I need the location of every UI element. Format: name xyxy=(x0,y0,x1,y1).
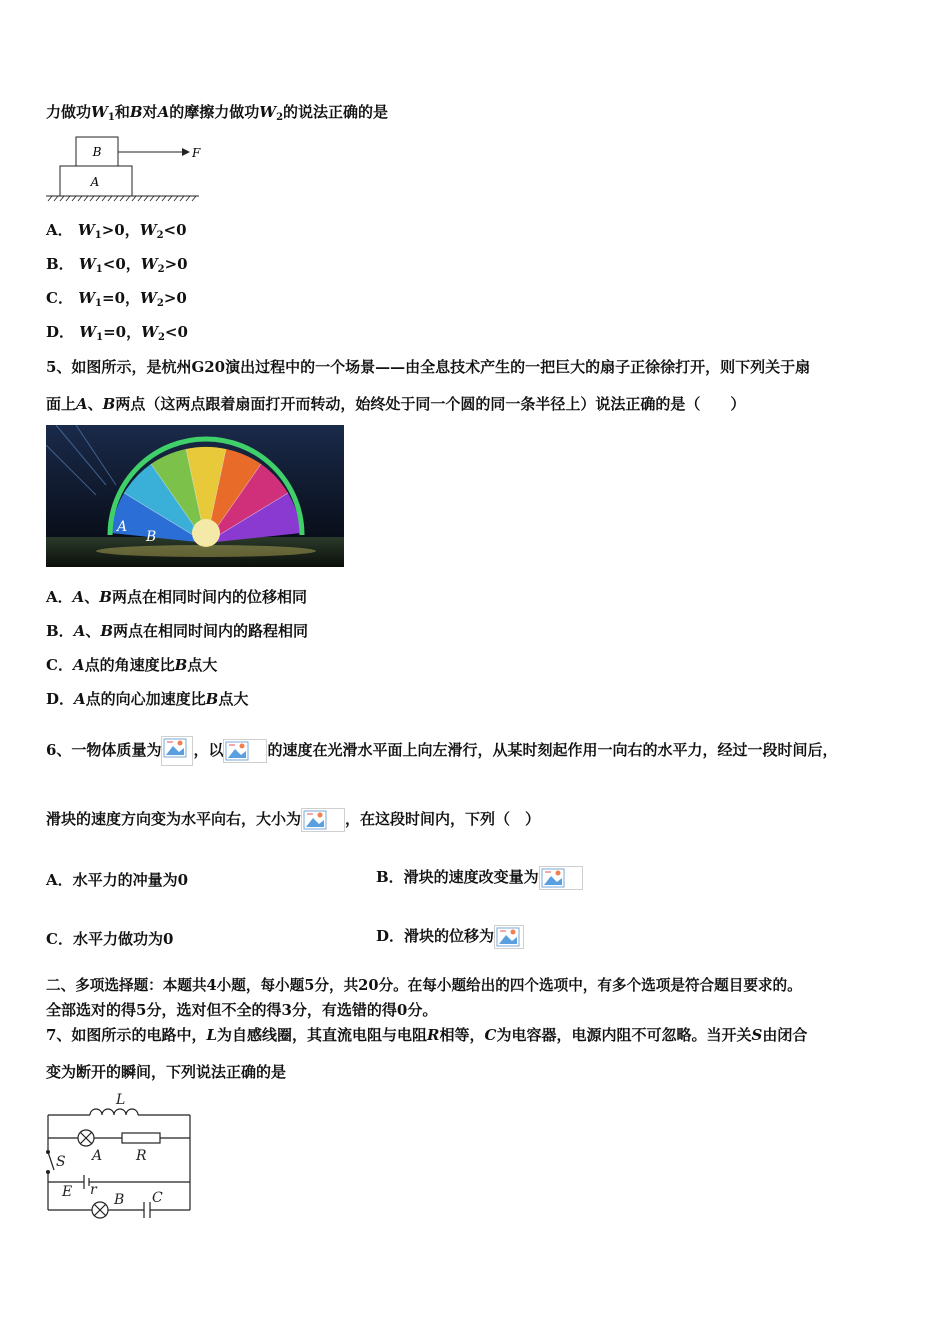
broken-image-icon xyxy=(223,739,267,763)
q4-option-d[interactable]: D． $W_1=0$，$W_2<0$ xyxy=(46,323,188,343)
q5-stem-line2: 面上A、B两点（这两点跟着扇面打开而转动，始终处于同一个圆的同一条半径上）说法正确的是（ ） xyxy=(46,395,746,413)
q6-option-d[interactable]: D．滑块的位移为 xyxy=(376,925,524,949)
q5-option-b[interactable]: B．A、B两点在相同时间内的路程相同 xyxy=(46,622,309,640)
q6-option-a[interactable]: A．水平力的冲量为0 xyxy=(46,871,189,889)
broken-image-icon xyxy=(539,866,583,890)
q4-option-a[interactable]: A． $W_1>0$，$W_2<0$ xyxy=(46,221,187,241)
label-E: E xyxy=(62,1184,73,1200)
label-C: C xyxy=(152,1190,163,1206)
q5-stem-line1: 5、如图所示，是杭州G20演出过程中的一个场景——由全息技术产生的一把巨大的扇子正徐徐打开，则下列关于扇 xyxy=(46,358,811,376)
label-S: S xyxy=(56,1154,66,1170)
label-L: L xyxy=(116,1092,126,1108)
broken-image-icon xyxy=(301,808,345,832)
q4-option-c[interactable]: C． $W_1=0$，$W_2>0$ xyxy=(46,289,187,309)
section2-scoring: 全部选对的得5分，选对但不全的得3分，有选错的得0分。 xyxy=(46,1001,438,1019)
section2-heading: 二、多项选择题：本题共4小题，每小题5分，共20分。在每小题给出的四个选项中，有多个选项是符合题目要求的。 xyxy=(46,977,802,994)
broken-image-icon xyxy=(494,925,524,949)
q6-stem-line2: 滑块的速度方向变为水平向右，大小为 ，在这段时间内，下列（ ） xyxy=(46,808,540,832)
q7-circuit-diagram xyxy=(44,1090,204,1220)
label-B: B xyxy=(114,1192,125,1208)
q5-fan-photo xyxy=(46,425,344,567)
label-A: A xyxy=(92,1148,103,1164)
q6-option-b[interactable]: B．滑块的速度改变量为 xyxy=(376,866,583,890)
q7-stem-line2: 变为断开的瞬间，下列说法正确的是 xyxy=(46,1063,287,1081)
q4-option-b[interactable]: B． $W_1<0$，$W_2>0$ xyxy=(46,255,188,275)
q5-option-d[interactable]: D．A点的向心加速度比B点大 xyxy=(46,690,249,708)
photo-point-b: B xyxy=(146,529,157,545)
q6-stem-line1: 6、一物体质量为 ，以 的速度在光滑水平面上向左滑行，从某时刻起作用一向右的水平力，经过一段时间后， xyxy=(46,736,837,766)
label-R: R xyxy=(136,1148,147,1164)
label-r: r xyxy=(90,1182,97,1198)
q5-option-c[interactable]: C．A点的角速度比B点大 xyxy=(46,656,218,674)
q5-option-a[interactable]: A．A、B两点在相同时间内的位移相同 xyxy=(46,588,307,606)
q4-stem: 力做功$W_1$和B对A的摩擦力做功$W_2$的说法正确的是 xyxy=(46,103,389,123)
block-b-label: B xyxy=(92,145,102,159)
broken-image-icon xyxy=(161,736,193,766)
photo-point-a: A xyxy=(117,519,128,535)
q4-block-figure xyxy=(44,134,204,204)
block-a-label: A xyxy=(90,175,100,189)
force-label: F xyxy=(192,146,201,160)
q6-option-c[interactable]: C．水平力做功为0 xyxy=(46,930,174,948)
q7-stem-line1: 7、如图所示的电路中，L为自感线圈，其直流电阻与电阻R相等，C为电容器，电源内阻不可忽略。当开关S由闭合 xyxy=(46,1026,808,1044)
